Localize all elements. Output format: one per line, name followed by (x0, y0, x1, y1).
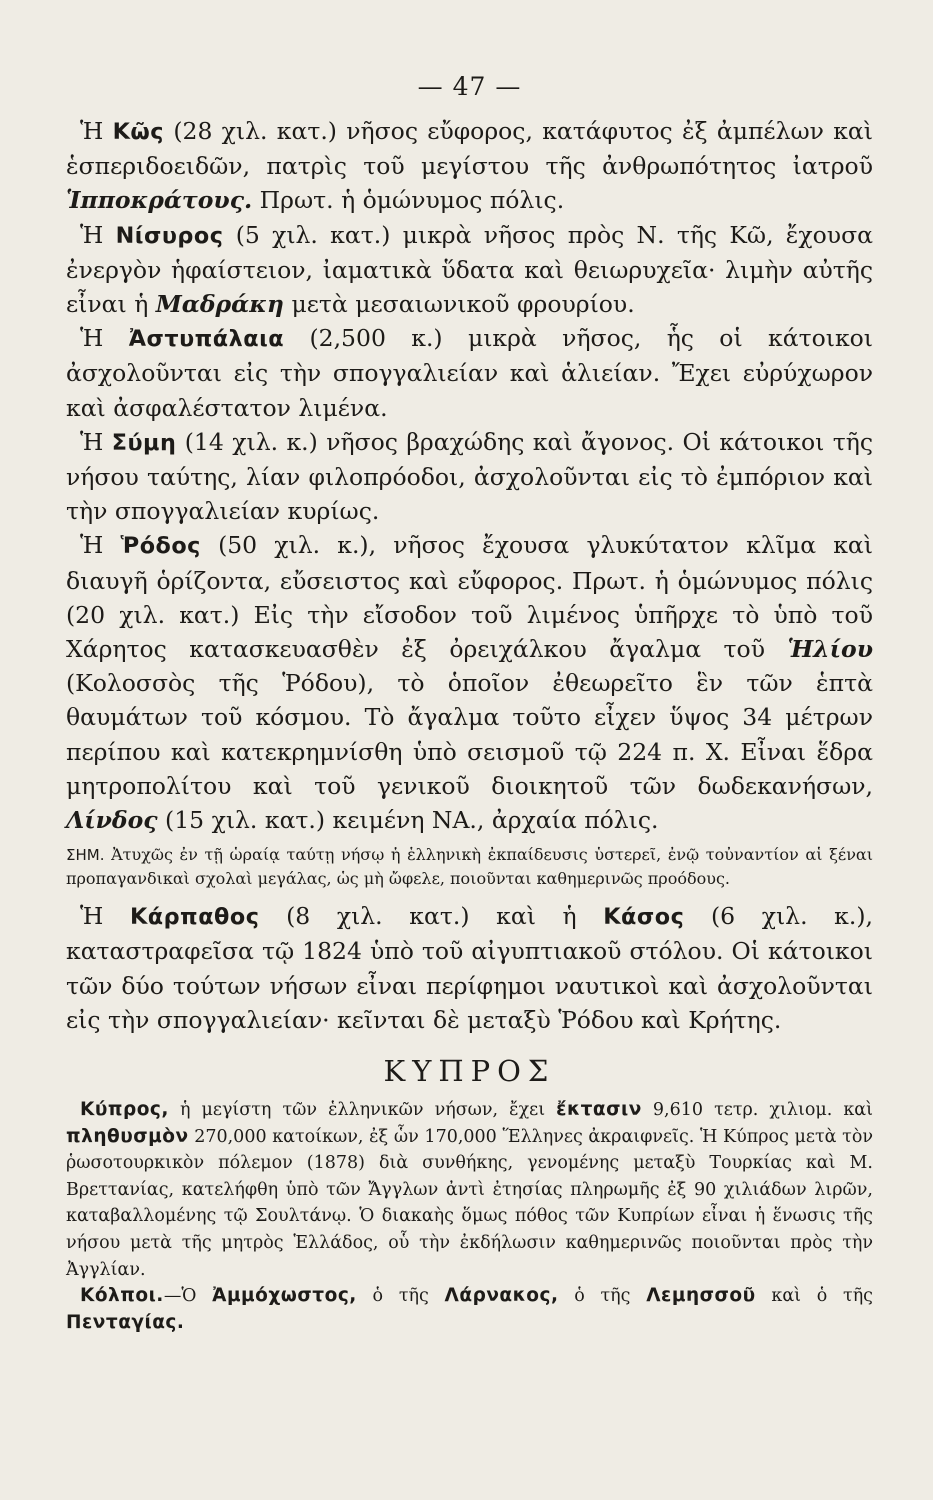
text-run: Ἡ (80, 324, 129, 353)
name-helios: Ἡλίου (787, 635, 873, 664)
text-run: (5 χιλ. κατ.) μικρὰ νῆσος πρὸς Ν. τῆς Κῶ, ἔχουσα ἐνεργὸν ἡφαίστειον, ἰαματικὰ ὕδατα καὶ θειωρυχεῖα· λιμὴν αὐτῆς εἶναι ἡ (66, 220, 874, 319)
place-name-kos: Κῶς (112, 119, 165, 145)
place-name-karpathos: Κάρπαθος (129, 904, 260, 931)
paragraph-karpathos (66, 899, 873, 1037)
place-name-astypalaia: Ἀστυπάλαια (128, 326, 285, 353)
paragraph-astypalaia (66, 321, 873, 425)
place-name-lindos: Λίνδος (66, 806, 158, 835)
place-name-larnaca: Λάρνακος, (444, 1285, 559, 1307)
text-run: ὁ τῆς (356, 1286, 445, 1307)
text-run: (Κολοσσὸς τῆς Ῥόδου), τὸ ὁποῖον ἐθεωρεῖτο ἓν τῶν ἑπτὰ θαυμάτων τοῦ κόσμου. Τὸ ἄγαλμα τοῦτο εἶχεν ὕψος 34 μέτρων περίπου καὶ κατεκρημνίσθη ὑπὸ σεισμοῦ τῷ 224 π. Χ. Εἶναι ἕδρα μητροπολίτου καὶ τοῦ γενικοῦ διοικητοῦ τῶν δωδεκανήσων, (66, 669, 873, 800)
page-number: — 47 — (417, 72, 522, 101)
text-run: Ἡ (80, 902, 130, 931)
text-run: Ἡ (80, 427, 112, 456)
paragraph-nisyros (66, 218, 873, 322)
place-name-ammochostos: Ἀμμόχωστος, (212, 1285, 357, 1307)
text-run: (14 χιλ. κ.) νῆσος βραχώδης καὶ ἄγονος. Οἱ κάτοικοι τῆς νήσου ταύτης, λίαν φιλοπρόοδοι, ἀσχολοῦνται εἰς τὸ ἐμπόριον καὶ τὴν σπογγαλιείαν κυρίως. (66, 427, 873, 526)
term-area: ἔκτασιν (556, 1099, 642, 1121)
note-text: Ἀτυχῶς ἐν τῇ ὡραίᾳ ταύτῃ νήσῳ ἡ ἑλληνικὴ ἐκπαίδευσις ὑστερεῖ, ἐνῷ τοὐναντίον αἱ ξέναι προπαγανδικαὶ σχολαὶ μεγάλας, ὡς μὴ ὤφελε, ποιοῦνται καθημερινῶς προόδους. (66, 845, 873, 889)
place-name-limassol: Λεμησσοῦ (646, 1285, 756, 1307)
section-heading-cyprus: ΚΥΠΡΟΣ (383, 1054, 556, 1089)
text-run: Ἡ (80, 220, 116, 249)
place-name-kasos: Κάσος (603, 904, 685, 931)
place-name-pentagia: Πενταγίας. (66, 1311, 185, 1333)
footnote-remark (66, 843, 873, 891)
note-label: ΣΗΜ. (66, 846, 105, 865)
text-run: (15 χιλ. κατ.) κειμένη ΝΑ., ἀρχαία πόλις. (157, 806, 659, 835)
text-run: 9,610 τετρ. χιλιομ. καὶ (641, 1100, 873, 1121)
place-name-madraki: Μαδράκη (155, 290, 284, 319)
text-run: —Ὁ (163, 1286, 213, 1307)
place-name-nisyros: Νίσυρος (115, 222, 224, 249)
person-name-hippocrates: Ἱπποκράτους. (66, 186, 253, 215)
text-run: (2,500 κ.) μικρὰ νῆσος, ἧς οἱ κάτοικοι ἀσχολοῦνται εἰς τὴν σπογγαλιείαν καὶ ἁλιείαν. Ἔχει εὐρύχωρον καὶ ἀσφαλέστατον λιμένα. (66, 324, 873, 422)
text-run: ὁ τῆς (558, 1286, 647, 1307)
place-name-cyprus: Κύπρος, (80, 1099, 169, 1121)
text-run: ἡ μεγίστη τῶν ἑλληνικῶν νήσων, ἔχει (168, 1100, 557, 1121)
text-run: (6 χιλ. κ.), καταστραφεῖσα τῷ 1824 ὑπὸ τοῦ αἰγυπτιακοῦ στόλου. Οἱ κάτοικοι τῶν δύο τούτων νήσων εἶναι περίφημοι ναυτικοὶ καὶ ἀσχολοῦνται εἰς τὴν σπογγαλιείαν· κεῖνται δὲ μεταξὺ Ῥόδου καὶ Κρήτης. (66, 902, 873, 1034)
text-run: Πρωτ. ἡ ὁμώνυμος πόλις. (252, 186, 565, 215)
text-run: καὶ ὁ τῆς (755, 1286, 873, 1307)
text-run: Ἡ (80, 531, 121, 560)
text-run: (8 χιλ. κατ.) καὶ ἡ (259, 902, 604, 931)
paragraph-gulfs (66, 1283, 873, 1336)
text-run: Ἡ (80, 117, 113, 145)
paragraph-rhodes (66, 528, 873, 837)
paragraph-cyprus (66, 1097, 873, 1283)
text-run: (28 χιλ. κατ.) νῆσος εὔφορος, κατάφυτος ἐξ ἀμπέλων καὶ ἑσπεριδοειδῶν, πατρὶς τοῦ μεγίστου τῆς ἀνθρωπότητος ἰατροῦ (66, 117, 873, 181)
term-population: πληθυσμὸν (66, 1125, 189, 1147)
text-run: μετὰ μεσαιωνικοῦ φρουρίου. (283, 290, 635, 319)
text-run: (50 χιλ. κ.), νῆσος ἔχουσα γλυκύτατον κλῖμα καὶ διαυγῆ ὁρίζοντα, εὔσειστος καὶ εὔφορος. Πρωτ. ἡ ὁμώνυμος πόλις (20 χιλ. κατ.) Εἰς τὴν εἴσοδον τοῦ λιμένος ὑπῆρχε τὸ ὑπὸ τοῦ Χάρητος κατασκευασθὲν ἐξ ὀρειχάλκου ἄγαλμα τοῦ (66, 531, 873, 664)
place-name-symi: Σύμη (111, 429, 177, 456)
text-run: 270,000 κατοίκων, ἐξ ὧν 170,000 Ἕλληνες ἀκραιφνεῖς. Ἡ Κύπρος μετὰ τὸν ῥωσοτουρκικὸν πόλεμον (1878) διὰ συνθήκης, γενομένης μεταξὺ Τουρκίας καὶ Μ. Βρεττανίας, κατελήφθη ὑπὸ τῶν Ἄγγλων ἀντὶ ἐτησίας πληρωμῆς ἐξ 90 χιλιάδων λιρῶν, καταβαλλομένης τῷ Σουλτάνῳ. Ὁ διακαὴς ὅμως πόθος τῶν Κυπρίων εἶναι ἡ ἕνωσις τῆς νήσου μετὰ τῆς μητρὸς Ἑλλάδος, οὗ τὴν ἐκδήλωσιν καθημερινῶς ποιοῦνται πρὸς τὴν Ἀγγλίαν. (66, 1126, 873, 1280)
paragraph-symi (66, 425, 873, 529)
term-gulfs: Κόλποι. (80, 1285, 164, 1307)
place-name-rhodes: Ῥόδος (120, 533, 201, 560)
paragraph-kos (66, 114, 873, 218)
